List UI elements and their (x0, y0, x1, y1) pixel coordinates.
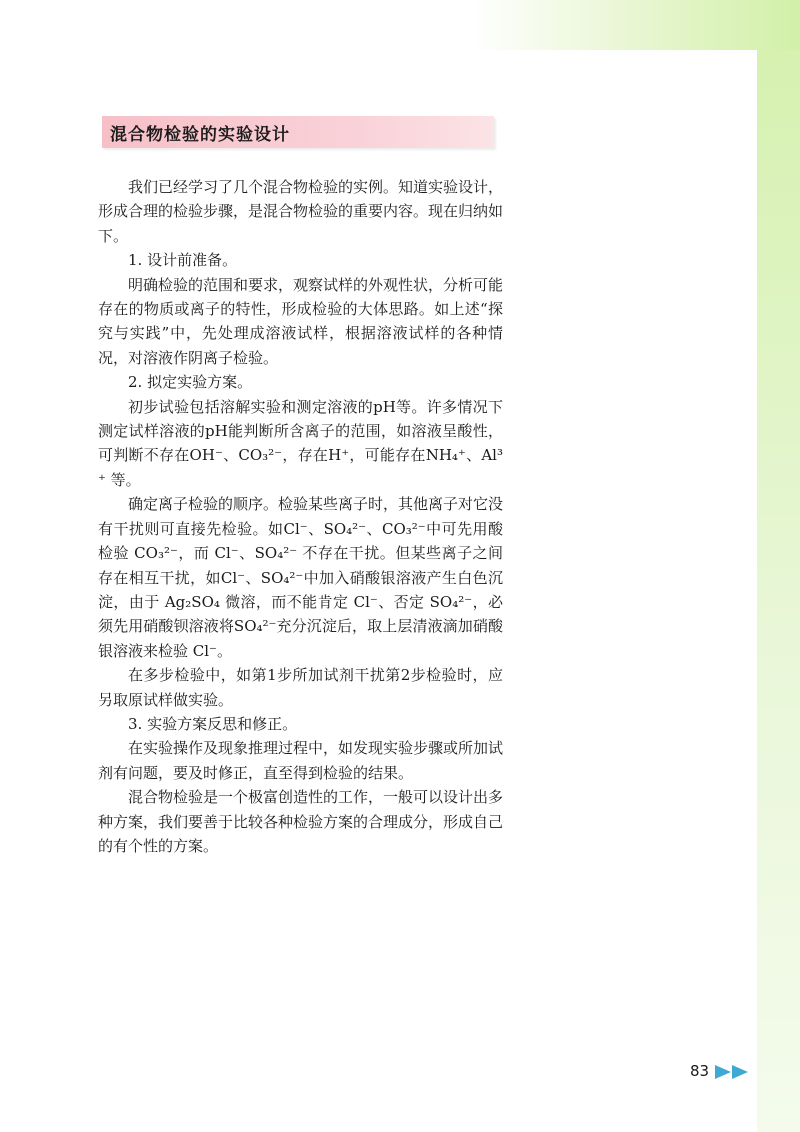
paragraph-multistep: 在多步检验中，如第1步所加试剂干扰第2步检验时，应另取原试样做实验。 (98, 666, 503, 709)
section-title: 混合物检验的实验设计 (110, 125, 290, 145)
body-text (98, 175, 503, 858)
step-2-heading: 2. 拟定实验方案。 (128, 373, 253, 392)
paragraph-step-1: 明确检验的范围和要求，观察试样的外观性状，分析可能存在的物质或离子的特性，形成检验的大体思路。如上述“探究与实践”中，先处理成溶液试样，根据溶液试样的各种情况，对溶液作阴离子检验。 (98, 275, 504, 367)
paragraph-step-3: 在实验操作及现象推理过程中，如发现实验步骤或所加试剂有问题，要及时修正，直至得到检验的结果。 (98, 739, 504, 782)
paragraph-intro: 我们已经学习了几个混合物检验的实例。知道实验设计，形成合理的检验步骤，是混合物检验的重要内容。现在归纳如下。 (98, 178, 504, 245)
double-right-arrow-icon (715, 1064, 755, 1080)
step-1-heading: 1. 设计前准备。 (128, 251, 238, 270)
header-corner-gradient (470, 0, 800, 50)
side-color-band (757, 50, 800, 1132)
paragraph-ion-order: 确定离子检验的顺序。检验某些离子时，其他离子对它没有干扰则可直接先检验。如Cl⁻、SO₄²⁻、CO₃²⁻中可先用酸检验 CO₃²⁻，而 Cl⁻、SO₄²⁻ 不存在干扰。但某些离子之间存在相互干扰，如Cl⁻、SO₄²⁻中加入硝酸银溶液产生白色沉淀，由于 Ag₂SO₄ 微溶，而不能肯定 Cl⁻、否定 SO₄²⁻，必须先用硝酸钡溶液将SO₄²⁻充分沉淀后，取上层清液滴加硝酸银溶液来检验 Cl⁻。 (98, 495, 504, 660)
paragraph-conclusion: 混合物检验是一个极富创造性的工作，一般可以设计出多种方案，我们要善于比较各种检验方案的合理成分，形成自己的有个性的方案。 (98, 788, 504, 855)
step-3-heading: 3. 实验方案反思和修正。 (128, 714, 298, 733)
paragraph-ph-test: 初步试验包括溶解实验和测定溶液的pH等。许多情况下测定试样溶液的pH能判断所含离子的范围，如溶液呈酸性，可判断不存在OH⁻、CO₃²⁻，存在H⁺，可能存在NH₄⁺、Al³⁺ 等。 (98, 397, 503, 489)
page-number: 83 (690, 1062, 710, 1080)
